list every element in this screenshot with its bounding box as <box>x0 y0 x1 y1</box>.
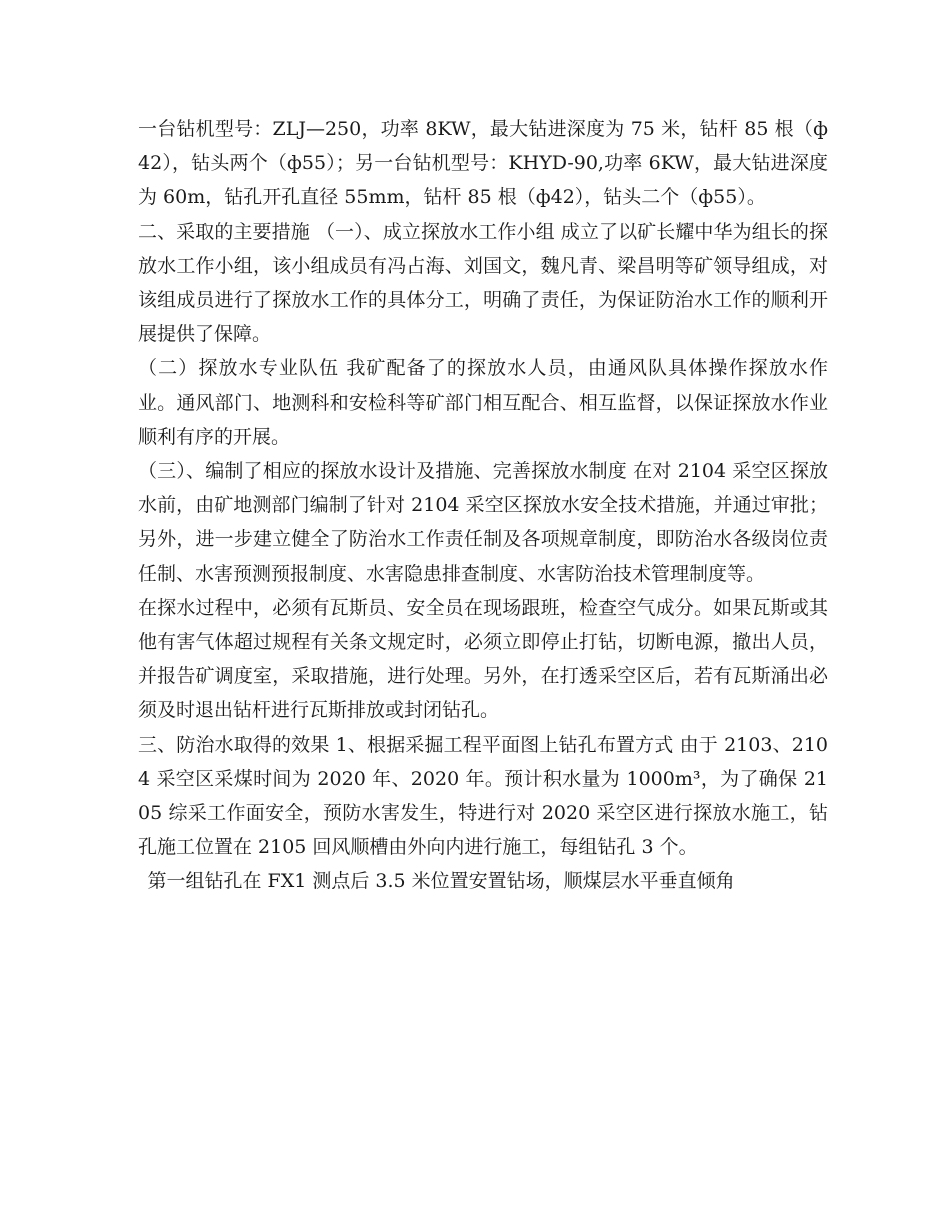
paragraph-design-and-system: （三）、编制了相应的探放水设计及措施、完善探放水制度 在对 2104 采空区探放水前，由矿地测部门编制了针对 2104 采空区探放水安全技术措施，并通过审批；另外，进一步建立健全了防治水工作责任制及各项规章制度，即防治水各级岗位责任制、水害预测预报制度、水害隐患排查制度、水害防治技术管理制度等。 <box>138 460 828 585</box>
paragraph-effects: 三、防治水取得的效果 1、根据采掘工程平面图上钻孔布置方式 由于 2103、2104 采空区采煤时间为 2020 年、2020 年。预计积水量为 1000m³，为了确保 2105 综采工作面安全，预防水害发生，特进行对 2020 采空区进行探放水施工，钻孔施工位置在 2105 回风顺槽由外向内进行施工，每组钻孔 3 个。 <box>138 733 828 859</box>
paragraph-professional-team: （二）探放水专业队伍 我矿配备了的探放水人员，由通风队具体操作探放水作业。通风部门、地测科和安检科等矿部门相互配合、相互监督，以保证探放水作业顺利有序的开展。 <box>138 357 828 448</box>
paragraph-gas-safety: 在探水过程中，必须有瓦斯员、安全员在现场跟班，检查空气成分。如果瓦斯或其他有害气体超过规程有关条文规定时，必须立即停止打钻，切断电源，撤出人员，并报告矿调度室，采取措施，进行处理。另外，在打透采空区后，若有瓦斯涌出必须及时退出钻杆进行瓦斯排放或封闭钻孔。 <box>138 596 828 722</box>
paragraph-first-group-drilling: 第一组钻孔在 FX1 测点后 3.5 米位置安置钻场，顺煤层水平垂直倾角 <box>147 870 735 893</box>
paragraph-main-measures: 二、采取的主要措施 （一）、成立探放水工作小组 成立了以矿长耀中华为组长的探放水工作小组，该小组成员有冯占海、刘国文，魏凡青、梁昌明等矿领导组成，对该组成员进行了探放水工作的具体分工，明确了责任，为保证防治水工作的顺利开展提供了保障。 <box>138 220 828 346</box>
paragraph-drill-specs: 一台钻机型号：ZLJ—250，功率 8KW，最大钻进深度为 75 米，钻杆 85 根（ф42），钻头两个（ф55）；另一台钻机型号：KHYD-90,功率 6KW，最大钻进深度为 60m，钻孔开孔直径 55mm，钻杆 85 根（ф42），钻头二个（ф55）。 <box>138 118 828 209</box>
document-page <box>138 112 828 899</box>
